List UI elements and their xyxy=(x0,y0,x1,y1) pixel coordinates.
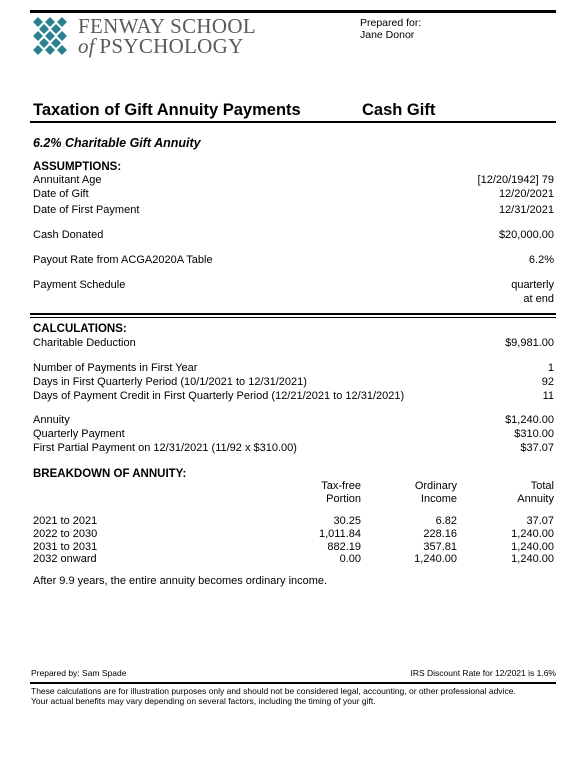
period-label: 2021 to 2021 xyxy=(33,515,98,527)
page-title: Taxation of Gift Annuity Payments xyxy=(33,101,301,119)
assumption-label: Cash Donated xyxy=(33,229,104,241)
assumption-value: 12/31/2021 xyxy=(498,204,554,216)
calculation-label: Number of Payments in First Year xyxy=(33,362,198,374)
assumption-value: at end xyxy=(523,293,554,305)
calculation-value: $310.00 xyxy=(514,428,554,440)
assumption-row xyxy=(33,279,554,307)
calculation-label: Charitable Deduction xyxy=(33,337,136,349)
assumption-label: Payout Rate from ACGA2020A Table xyxy=(33,254,213,266)
tax-free-value: 0.00 xyxy=(339,553,361,565)
column-header-total-annuity: Total Annuity xyxy=(517,480,554,505)
assumption-label: Date of Gift xyxy=(33,188,89,200)
column-header-tax-free: Tax-free Portion xyxy=(321,480,361,505)
calculation-value: $37.07 xyxy=(520,442,554,454)
calculation-label: Quarterly Payment xyxy=(33,428,125,440)
ordinary-income-value: 228.16 xyxy=(423,528,457,540)
calculation-label: Days of Payment Credit in First Quarterly Period (12/21/2021 to 12/31/2021) xyxy=(33,390,405,402)
tax-free-value: 882.19 xyxy=(327,541,361,553)
period-label: 2022 to 2030 xyxy=(33,528,98,540)
calculation-value: 11 xyxy=(542,390,554,402)
tax-free-value: 1,011.84 xyxy=(318,528,361,540)
calculation-value: 92 xyxy=(541,376,554,388)
calculation-value: 1 xyxy=(547,362,554,374)
assumption-value: 12/20/2021 xyxy=(498,188,554,200)
calculation-label: First Partial Payment on 12/31/2021 (11/92 x $310.00) xyxy=(33,442,297,454)
assumption-value: [12/20/1942] 79 xyxy=(477,174,554,186)
total-annuity-value: 1,240.00 xyxy=(511,541,554,553)
assumption-label: Date of First Payment xyxy=(33,204,140,216)
calculation-label: Days in First Quarterly Period (10/1/2021 to 12/31/2021) xyxy=(33,376,307,388)
calculation-value: $1,240.00 xyxy=(505,414,554,426)
prepared-by: Prepared by: Sam Spade xyxy=(31,668,127,678)
assumption-label: Annuitant Age xyxy=(33,174,102,186)
column-header-ordinary-income: Ordinary Income xyxy=(414,480,457,505)
section-rule xyxy=(30,313,556,315)
prepared-for-name: Jane Donor xyxy=(360,29,415,41)
total-annuity-value: 1,240.00 xyxy=(511,528,554,540)
calculation-value: $9,981.00 xyxy=(505,337,554,349)
org-name-of: of xyxy=(78,34,95,58)
org-name-line2 xyxy=(78,36,244,58)
prepared-for-label: Prepared for: xyxy=(360,17,422,29)
ordinary-income-value: 6.82 xyxy=(435,515,457,527)
breakdown-heading: BREAKDOWN OF ANNUITY: xyxy=(33,468,187,480)
org-name-line1: FENWAY SCHOOL xyxy=(78,14,256,38)
footer-rule xyxy=(30,682,556,684)
calculations-heading: CALCULATIONS: xyxy=(33,323,127,335)
assumption-value: 6.2% xyxy=(528,254,554,266)
org-name-psychology: PSYCHOLOGY xyxy=(99,34,244,58)
total-annuity-value: 37.07 xyxy=(526,515,554,527)
section-rule xyxy=(30,317,556,318)
gift-type: Cash Gift xyxy=(362,101,436,119)
assumption-value: $20,000.00 xyxy=(498,229,554,241)
assumption-value: quarterly xyxy=(511,279,554,291)
irs-discount-rate: IRS Discount Rate for 12/2021 is 1.6% xyxy=(410,668,556,678)
breakdown-note: After 9.9 years, the entire annuity becomes ordinary income. xyxy=(33,575,328,587)
disclaimer-line2: Your actual benefits may vary depending on several factors, including the timing of your gift. xyxy=(31,696,376,706)
assumptions-heading: ASSUMPTIONS: xyxy=(33,161,122,173)
total-annuity-value: 1,240.00 xyxy=(511,553,554,565)
tax-free-value: 30.25 xyxy=(333,515,361,527)
period-label: 2032 onward xyxy=(33,553,97,565)
logo xyxy=(32,16,262,58)
disclaimer-line1: These calculations are for illustration purposes only and should not be considered legal, accounting, or other professional advice. xyxy=(31,686,516,696)
calculation-label: Annuity xyxy=(33,414,70,426)
assumption-label: Payment Schedule xyxy=(33,279,126,291)
top-rule xyxy=(30,10,556,13)
title-rule xyxy=(30,121,556,123)
logo-diamonds-icon xyxy=(32,16,74,58)
ordinary-income-value: 357.81 xyxy=(423,541,457,553)
period-label: 2031 to 2031 xyxy=(33,541,98,553)
ordinary-income-value: 1,240.00 xyxy=(414,553,457,565)
annuity-subtitle: 6.2% Charitable Gift Annuity xyxy=(33,136,201,150)
